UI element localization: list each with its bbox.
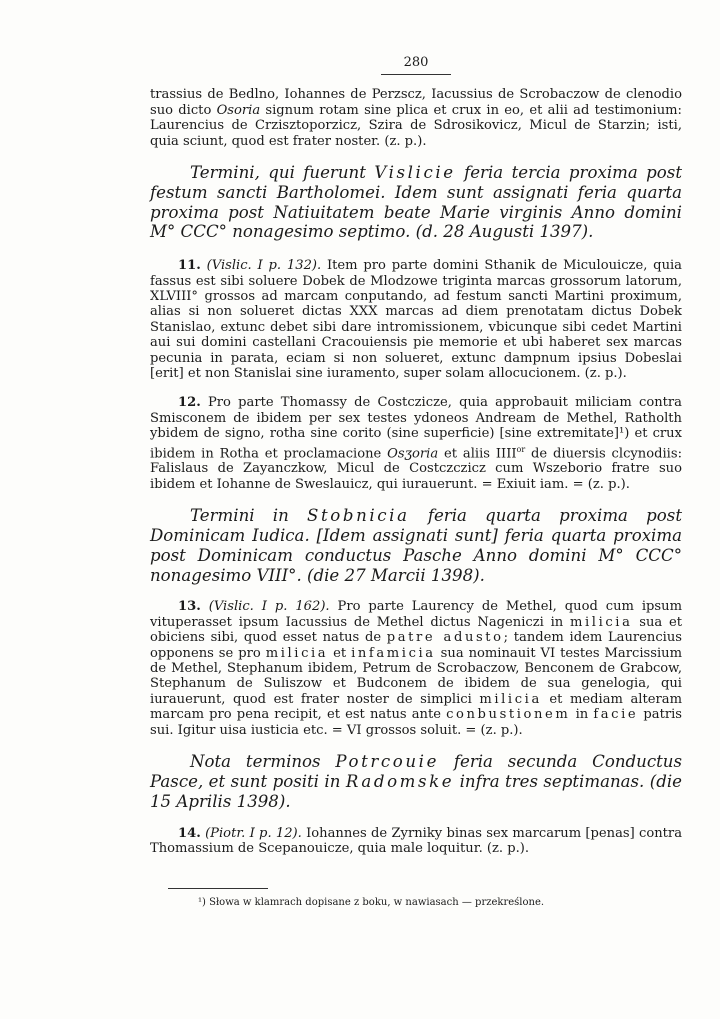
entry-number: 14. bbox=[178, 825, 201, 841]
entry-text: Iohannes de Zyrniky binas sex marcarum [penas] contra Thomassium de Scepanouicze, quia male loquitur. (z. p.). bbox=[150, 825, 682, 856]
spaced-place-name: Radomske bbox=[345, 771, 455, 791]
entry-reference: (Vislic. I p. 132). bbox=[206, 258, 322, 274]
entry-14 bbox=[150, 826, 682, 857]
document-page bbox=[150, 55, 682, 909]
page-number: 280 bbox=[403, 55, 429, 70]
section-heading-vislicie: Termini, qui fuerunt Vislicie feria tercia proxima post festum sancti Bartholomei. Idem sunt assignati feria quarta proxima post Natiuitatem beate Marie virginis Anno domini M° CCC° nonagesimo septimo. (d. 28 Augusti 1397). bbox=[150, 163, 682, 242]
emphasis-word: Osʒoria bbox=[387, 446, 439, 462]
entry-text: Item pro parte domini Sthanik de Miculouicze, quia fassus est sibi soluere Dobek de Mlodzowe triginta marcas grossorum latorum, XLVIII° grossos ad marcam conputando, ad festum sancti Martini proximum, alias si non solueret dictas XXX marcas ad diem prenotatam dictus Dobek Stanislao, extunc debet sibi dare intromissionem, vbicunque sibi cedet Martini aui sui domini castellani Cracouiensis pie memorie et ubi haberet sex marcas pecunia in parata, eciam si non solueret, extunc dampnum ipsius Dobeslai [erit] et non Stanislai sine iuramento, super solam allocucionem. (z. p.). bbox=[150, 258, 682, 382]
entry-13: 13. (Vislic. I p. 162). Pro parte Laurency de Methel, quod cum ipsum vituperasset ipsum Iacussius de Methel dictus Nageniczi in milicia sua et obiciens sibi, quod esset natus de patre adusto; tandem idem Laurencius opponens se pro milicia et infamicia sua nominauit VI testes Marcissium de Methel, Stephanum ibidem, Petrum de Scrobaczow, Benconem de Grabcow, Stephanum de Suliszow et Budconem de ibidem de sua genelogia, qui iurauerunt, quod est frater noster de simplici milicia et mediam alteram marcam pro pena recipit, et est natus ante conbustionem in facie patris sui. Igitur uisa iusticia etc. = VI grossos soluit. = (z. p.). bbox=[150, 599, 683, 738]
spaced-place-name: Stobnicia bbox=[307, 506, 410, 526]
entry-12: 12. Pro parte Thomassy de Costczicze, quia approbauit miliciam contra Smisconem de ibidem per sex testes ydoneos Andream de Methel, Ratholth ybidem de signo, rotha sine corito (sine superficie) [sine extremitate]¹) et crux ibidem in Rotha et proclamacione Osʒoria et aliis $IIII^{or}$ de diuersis clcynodiis: Falislaus de Zayanczkow, Micul de Costczczicz cum Wszeborio fratre suo ibidem et Iohanne de Sweslauicz, qui iurauerunt. = Exiuit iam. = (z. p.). bbox=[150, 395, 683, 492]
footnote: ¹) Słowa w klamrach dopisane z boku, w nawiasach — przekreślone. bbox=[198, 897, 545, 909]
entry-number: 11. bbox=[178, 258, 201, 274]
entry-number: 12. bbox=[178, 395, 201, 411]
footnote-mark: ¹) bbox=[619, 426, 630, 442]
entry-11 bbox=[150, 258, 682, 381]
footnote-rule bbox=[168, 888, 268, 889]
spaced-place-name: Potrcouie bbox=[335, 752, 440, 772]
emphasis-word: Osoria bbox=[216, 102, 261, 118]
page-number-rule bbox=[381, 74, 451, 75]
spaced-place-name: Vislicie bbox=[374, 163, 456, 183]
entry-reference: (Piotr. I p. 12). bbox=[205, 825, 302, 841]
section-heading-potrcouie: Nota terminos Potrcouie feria secunda Conductus Pasce, et sunt positi in Radomske infra tres septimanas. (die 15 Aprilis 1398). bbox=[150, 752, 682, 811]
entry-continuation: trassius de Bedlno, Iohannes de Perzscz, Iacussius de Scrobaczow de clenodio suo dicto Osoria signum rotam sine plica et crux in eo, et alii ad testimonium: Laurencius de Crzisztoporzicz, Szira de Sdrosikovicz, Micul de Starzin; isti, quia sciunt, quod est frater noster. (z. p.). bbox=[150, 87, 682, 149]
section-heading-stobnicia: Termini in Stobnicia feria quarta proxima post Dominicam Iudica. [Idem assignati sunt] feria quarta proxima post Dominicam conductus Pasche Anno domini M° CCC° nonagesimo VIII°. (die 27 Marcii 1398). bbox=[150, 506, 682, 585]
entry-reference: (Vislic. I p. 162). bbox=[208, 599, 330, 615]
entry-number: 13. bbox=[178, 599, 201, 615]
